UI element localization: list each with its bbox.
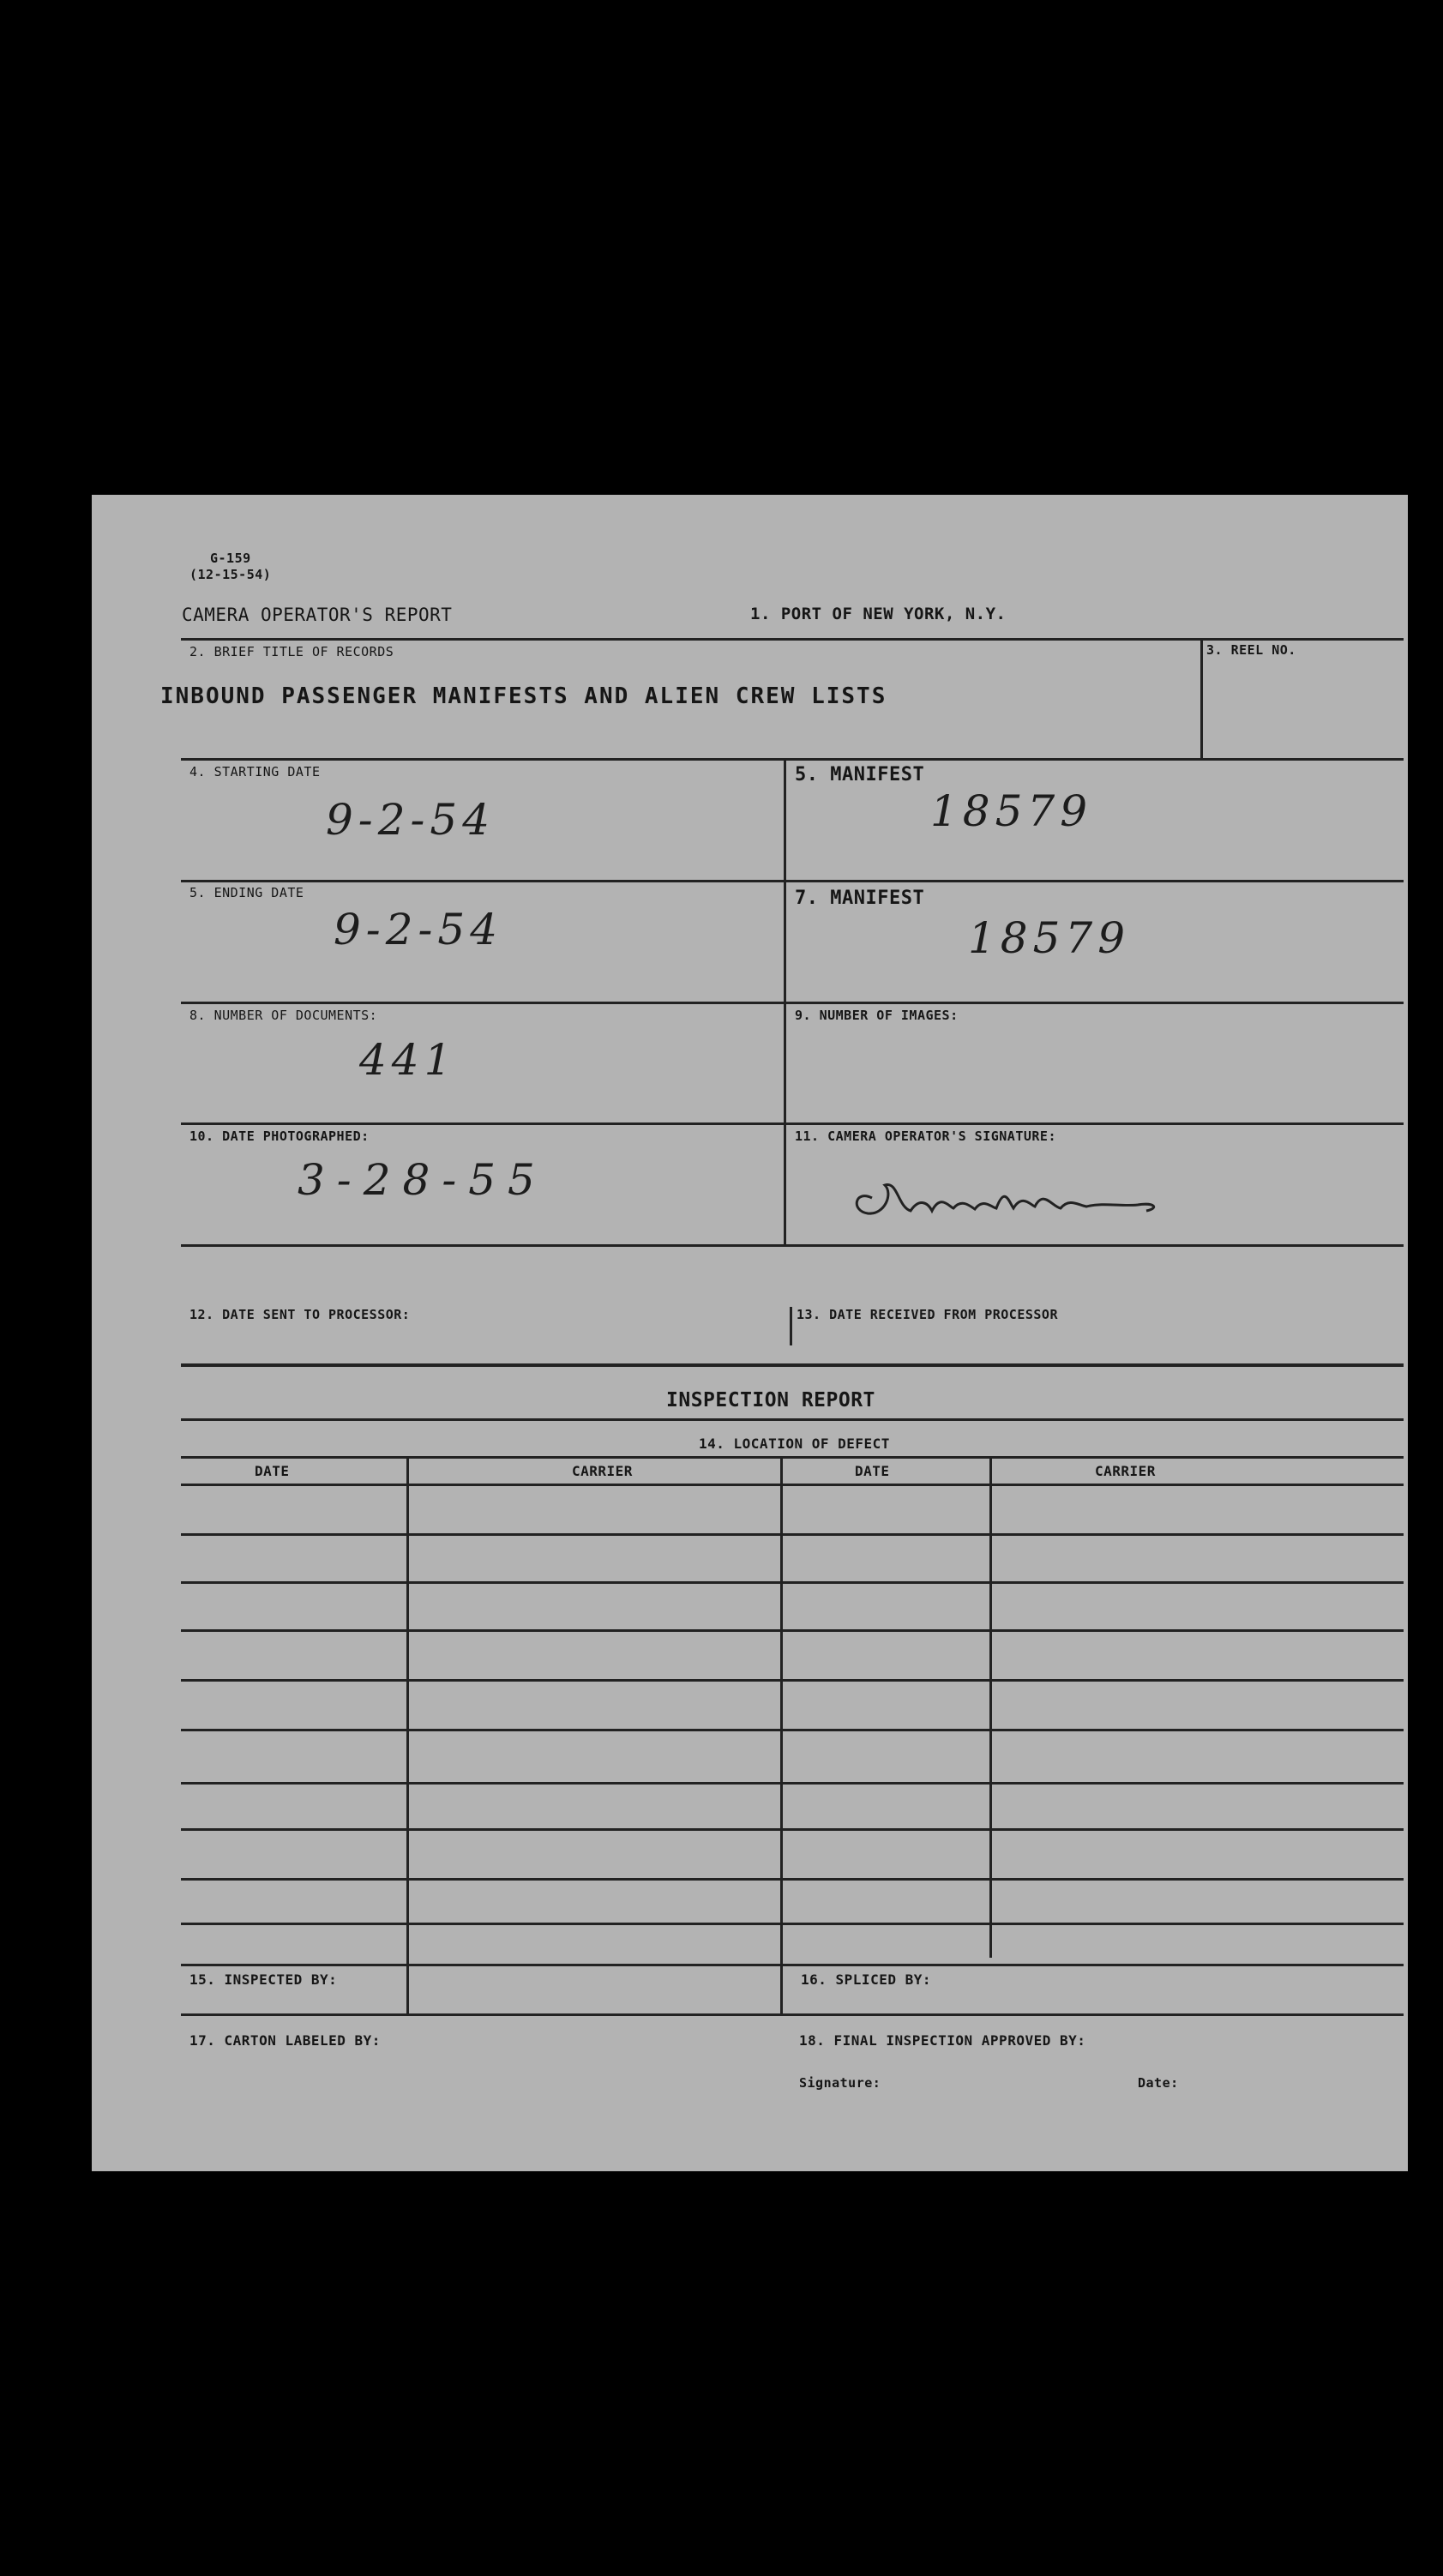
num-documents-value: 441 bbox=[359, 1035, 457, 1085]
brief-title-value: INBOUND PASSENGER MANIFESTS AND ALIEN CREW LISTS bbox=[160, 683, 887, 709]
table-row bbox=[181, 1484, 1404, 1486]
brief-title-label: 2. BRIEF TITLE OF RECORDS bbox=[189, 644, 394, 659]
starting-date-value: 9-2-54 bbox=[326, 795, 496, 845]
ending-date-value: 9-2-54 bbox=[334, 905, 503, 954]
inspected-by-label: 15. INSPECTED BY: bbox=[189, 1971, 338, 1988]
port-label: 1. PORT OF NEW YORK, N.Y. bbox=[750, 605, 1007, 623]
manifest7-label: 7. MANIFEST bbox=[795, 888, 925, 909]
table-row bbox=[181, 1679, 1404, 1682]
divider bbox=[406, 1456, 409, 2013]
num-documents-label: 8. NUMBER OF DOCUMENTS: bbox=[189, 1008, 378, 1023]
manifest7-value: 18579 bbox=[968, 913, 1131, 963]
column-header: DATE bbox=[855, 1463, 890, 1479]
table-row bbox=[181, 1923, 1404, 1925]
table-row bbox=[181, 1964, 1404, 1966]
camera-operator-report-form bbox=[92, 495, 1408, 2171]
date-received-label: 13. DATE RECEIVED FROM PROCESSOR bbox=[797, 1307, 1058, 1322]
spliced-by-label: 16. SPLICED BY: bbox=[801, 1971, 931, 1988]
divider bbox=[790, 1307, 792, 1345]
divider bbox=[181, 1002, 1404, 1004]
operator-signature-label: 11. CAMERA OPERATOR'S SIGNATURE: bbox=[795, 1129, 1056, 1144]
table-row bbox=[181, 1878, 1404, 1881]
carton-labeled-label: 17. CARTON LABELED BY: bbox=[189, 2032, 381, 2049]
divider bbox=[181, 1244, 1404, 1247]
divider bbox=[181, 880, 1404, 882]
manifest5-value: 18579 bbox=[930, 786, 1093, 836]
divider bbox=[181, 1363, 1404, 1367]
form-title: CAMERA OPERATOR'S REPORT bbox=[182, 605, 453, 625]
signature-label: Signature: bbox=[799, 2075, 881, 2091]
column-header: CARRIER bbox=[1095, 1463, 1156, 1479]
table-row bbox=[181, 1729, 1404, 1731]
form-revision: (12-15-54) bbox=[189, 567, 272, 582]
manifest5-label: 5. MANIFEST bbox=[795, 764, 925, 785]
inspection-heading: INSPECTION REPORT bbox=[666, 1389, 875, 1411]
num-images-label: 9. NUMBER OF IMAGES: bbox=[795, 1008, 959, 1023]
column-header: CARRIER bbox=[572, 1463, 633, 1479]
divider bbox=[780, 1456, 783, 2013]
divider bbox=[181, 2013, 1404, 2016]
starting-date-label: 4. STARTING DATE bbox=[189, 764, 321, 779]
table-row bbox=[181, 1629, 1404, 1632]
date-label: Date: bbox=[1138, 2075, 1179, 2091]
divider bbox=[181, 1418, 1404, 1421]
date-photographed-label: 10. DATE PHOTOGRAPHED: bbox=[189, 1129, 370, 1144]
date-sent-label: 12. DATE SENT TO PROCESSOR: bbox=[189, 1307, 411, 1322]
table-row bbox=[181, 1581, 1404, 1584]
table-row bbox=[181, 1782, 1404, 1785]
operator-signature bbox=[846, 1164, 1206, 1224]
location-defect-label: 14. LOCATION OF DEFECT bbox=[699, 1435, 890, 1452]
divider bbox=[181, 1122, 1404, 1125]
final-inspection-label: 18. FINAL INSPECTION APPROVED BY: bbox=[799, 2032, 1086, 2049]
column-header: DATE bbox=[255, 1463, 290, 1479]
date-photographed-value: 3-28-55 bbox=[298, 1155, 547, 1205]
table-row bbox=[181, 1533, 1404, 1536]
divider bbox=[181, 1456, 1404, 1459]
divider bbox=[181, 638, 1404, 641]
form-number: G-159 bbox=[210, 551, 251, 566]
divider bbox=[1200, 638, 1203, 758]
divider bbox=[989, 1456, 992, 1958]
divider bbox=[181, 758, 1404, 761]
ending-date-label: 5. ENDING DATE bbox=[189, 885, 304, 900]
table-row bbox=[181, 1828, 1404, 1831]
reel-label: 3. REEL NO. bbox=[1206, 642, 1296, 658]
